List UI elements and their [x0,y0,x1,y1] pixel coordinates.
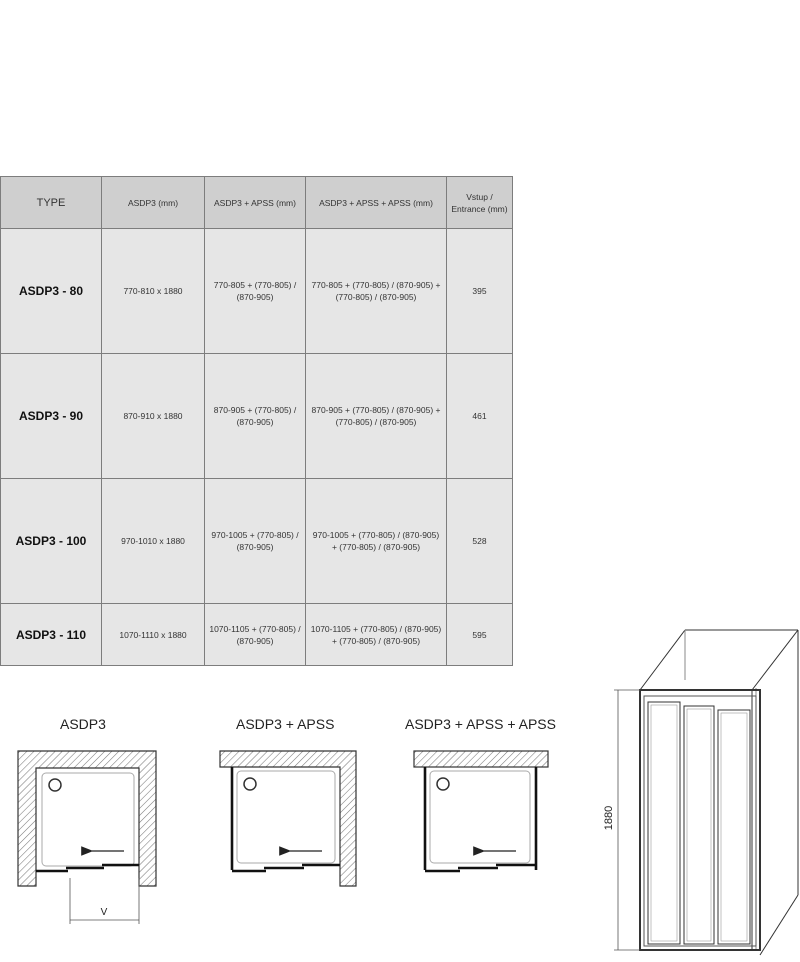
table-cell: 595 [447,604,513,666]
plan-title-asdp3-apss-apss: ASDP3 + APSS + APSS [405,716,556,732]
header-asdp3: ASDP3 (mm) [102,177,205,229]
table-cell: 870-910 x 1880 [102,354,205,479]
perspective-view [614,630,798,955]
type-cell: ASDP3 - 110 [1,604,102,666]
table-cell: 770-805 + (770-805) / (870-905) [205,229,306,354]
header-type: TYPE [1,177,102,229]
door-leaf-glass [687,709,711,941]
door-leaf [684,706,714,944]
header-asdp3-apss: ASDP3 + APSS (mm) [205,177,306,229]
table-cell: 870-905 + (770-805) / (870-905) + (770-805) / (870-905) [306,354,447,479]
wall-back [414,751,548,767]
type-cell: ASDP3 - 90 [1,354,102,479]
type-cell: ASDP3 - 80 [1,229,102,354]
plan-title-asdp3: ASDP3 [60,716,106,732]
table-cell: 970-1005 + (770-805) / (870-905) + (770-805) / (870-905) [306,479,447,604]
frame-top-left [640,630,685,690]
door-inner-frame [644,696,756,946]
height-label: 1880 [603,805,615,831]
drain-icon [437,778,449,790]
door-leaf [718,710,750,944]
type-cell: ASDP3 - 100 [1,479,102,604]
entrance-label: V [100,907,108,918]
drain-icon [49,779,61,791]
table-cell: 1070-1105 + (770-805) / (870-905) [205,604,306,666]
door-leaf-glass [721,713,747,941]
plan-title-asdp3-apss: ASDP3 + APSS [236,716,335,732]
table-cell: 970-1010 x 1880 [102,479,205,604]
frame-top-right [752,630,798,690]
table-cell: 395 [447,229,513,354]
table-cell: 1070-1105 + (770-805) / (870-905) + (770-805) / (870-905) [306,604,447,666]
door-leaf-glass [651,705,677,941]
table-cell: 970-1005 + (770-805) / (870-905) [205,479,306,604]
door-leaf [648,702,680,944]
frame-bottom-right [760,895,798,955]
header-entrance: Vstup / Entrance (mm) [447,177,513,229]
header-asdp3-apss-apss: ASDP3 + APSS + APSS (mm) [306,177,447,229]
table-cell: 770-805 + (770-805) / (870-905) + (770-805) / (870-905) [306,229,447,354]
plan-asdp3 [18,751,156,924]
door-frame [640,690,760,950]
table-cell: 528 [447,479,513,604]
drain-icon [244,778,256,790]
table-cell: 1070-1110 x 1880 [102,604,205,666]
plan-asdp3-apss [220,751,356,886]
table-cell: 461 [447,354,513,479]
table-cell: 770-810 x 1880 [102,229,205,354]
table-cell: 870-905 + (770-805) / (870-905) [205,354,306,479]
plan-asdp3-apss-apss [414,751,548,871]
